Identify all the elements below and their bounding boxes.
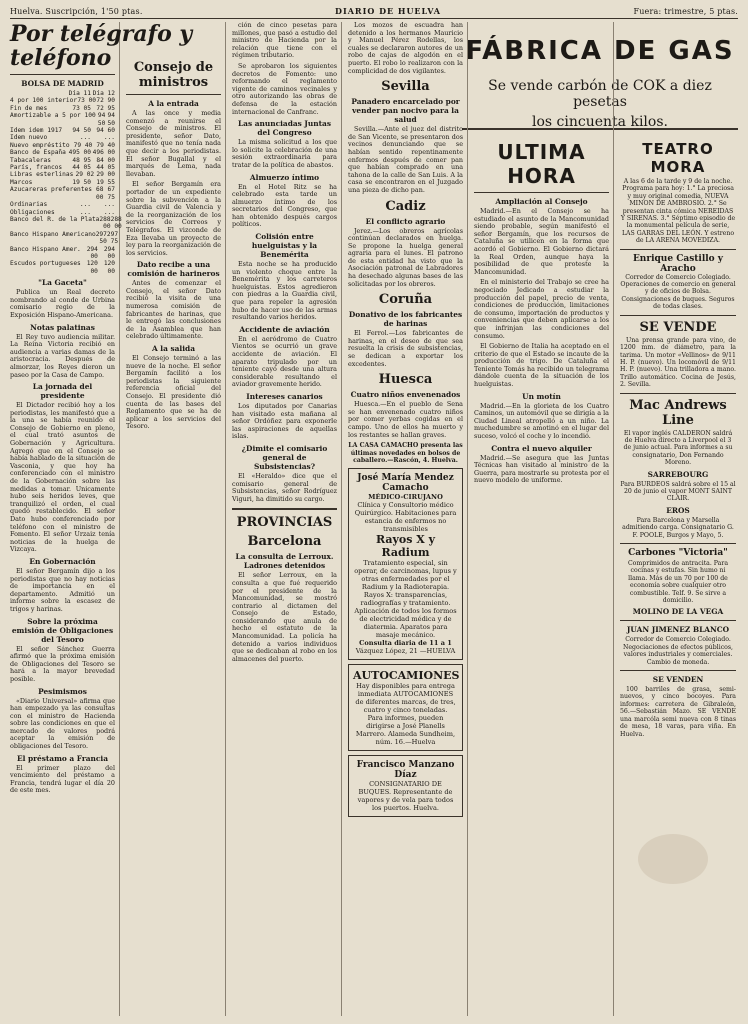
bolsa-row [10,186,115,201]
teatro-text: A las 6 de la tarde y 9 de la noche. Programa para hoy: 1.° La preciosa y muy original comedia, NUEVA MINON DE AMBROSIO. 2.° Se presentan cinta cómica NEREIDAS Y SIRENAS. 3.° Séptimo episodio de la monumental película de serie, LAS GARRAS DEL LEÓN. Y estreno de LA ARENA MOVEDIZA. [620,178,736,245]
bolsa-heading: BOLSA DE MADRID [21,79,104,88]
consejo-heading: Consejo de ministros [133,60,214,90]
gaceta-heading: "La Gaceta" [38,278,87,288]
blanco-text: Corredor de Comercio Colegiado. Negociaciones de efectos públicos, valores industriales y comerciales. Cambio de moneda. [622,636,734,666]
harinas-heading: Donativo de los fabricantes de harinas [348,310,463,329]
bolsa-value: 288 00 [99,215,111,231]
bolsa-value: 19 55 [96,178,115,186]
masthead-right: Fuera: trimestre, 5 ptas. [633,7,738,16]
autocamiones-ad [348,664,463,751]
canarias-text: Los diputados por Canarias han visitado esta mañana al señor Ordóñez para exponerle las aspiraciones de aquellas islas. [232,401,337,441]
emision-text: El señor Sánchez Guerra afirmó que la próxima emisión de Obligaciones del Tesoro se hará a la mayor brevedad posible. [10,644,115,683]
bolsa-label [10,90,67,97]
bolsa-row [10,179,115,186]
bolsa-value: 44 05 [96,164,115,172]
doctor-ad [348,468,463,660]
agrario-heading: El conflicto agrario [365,216,446,226]
manzano-text: CONSIGNATARIO DE BUQUES. Representante de vapores y de vela para todos los puertos. Huelva. [357,780,454,813]
coruna-heading: Coruña [378,292,433,308]
bolsa-label: Marcos [10,178,33,186]
bolsa-label: Idem nuevo [10,134,48,142]
castillo-heading: Enrique Castillo y Aracho [632,253,724,274]
barcelona-heading: Barcelona [247,534,322,550]
bolsa-row [10,134,115,141]
bolsa-value: 288 00 [110,215,122,231]
notas-text: El Rey tuvo audiencia militar. La Reina Victoria recibió en audiencia a varias damas de la aristocracia. Después de almorzar, los Reyes dieron un paseo por la Casa de Campo. [10,332,115,379]
bolsa-value: 496 00 [92,149,115,157]
dimite-text: El «Heraldo» dice que el comisario general de Subsistencias, señor Rodríguez Viguri, ha dimitido su cargo. [232,471,337,503]
bolsa-label: Idem idem 1917 [10,127,63,135]
bolsa-row [10,149,115,156]
bolsa-value: ... [79,134,91,142]
motin-heading: Un motín [522,391,561,401]
almuerzo-text: En el Hotel Ritz se ha celebrado esta tarde un almuerzo íntimo de los secretarios del Congreso, que han obtenido después cargos políticos. [232,182,337,229]
columns [10,22,738,1016]
se-venden-text: 100 barriles de grasa, semi-nuevos, y cinco bocoyes. Para informes: carretera de Gibraleón, 56.—Sebastián Mazo. SE VENDE una marcóla semi nueva con 8 tinas de mesa, 18 varas, para viña. En Huelva. [620,686,736,738]
aviacion-text: En el aeródromo de Cuatro Vientos se ocurrió un grave accidente de aviación. El aparato tripulado por un teniente cayó desde una altura considerable resultando el aviador gravemente herido. [232,334,337,389]
bolsa-value: 94 60 [96,127,115,135]
ampliacion-text-2: En el ministerio del Trabajo se cree ha negociado Jedicado a estudiar la producción del papel, precio de venta, condiciones de producción, limitaciones de consumo, importación de productos y conveniencias que deben aplicarse a los que infrinjan las condiciones del consumo. [474,278,609,340]
page-title: Por telégrafo y teléfono [10,21,193,71]
juntas-heading: Las anunciadas Juntas del Congreso [237,119,332,138]
sarrebourg-heading: SARREBOURG [647,469,709,479]
bolsa-value: 72 90 [96,97,115,105]
masthead-center: DIARIO DE HUELVA [335,6,441,16]
gas-banner-line1: Se vende carbón de COK a diez pesetas [488,78,712,110]
almuerzo-heading: Almuerzo íntimo [249,172,320,182]
gobernacion-text: El señor Bergamín dijo a los periodistas que no hay noticias de importancia en el departamento. Admitió un informe sobre la escasez de trigos y harinas. [10,566,115,613]
mac-andrews-text: El vapor inglés CALDERON saldrá de Huelva directo a Liverpool el 3 de junio actual. Para informes a su consignatario, Don Fernando Moreno. [623,429,733,467]
col3-aprob-text: Se aprobaron los siguientes decretos de Fomento: uno reformando el reglamento vigente de caminos vecinales y otro autorizando las obras de defensa de la estación internacional de Canfranc. [232,61,337,116]
huesca-heading: Huesca [378,372,433,388]
bolsa-value: ... [103,134,115,142]
bolsa-value: 68 00 [96,186,104,201]
se-vende-text: Una prensa grande para vino, de 1200 mm. de diámetro, para la tarima. Un motor «Vellinos» de 9/11 H. P. (nuevo). Un locomóvil de 9/11 H. P. (nuevo). Una trilladora a mano. Trillo automático. Cocina de Jesús, 2. Sevilla. [620,336,736,389]
se-vende-heading: SE VENDE [639,319,717,335]
alquiler-heading: Contra el nuevo alquiler [491,443,592,453]
entrada-text: A las once y media comenzó a reunirse el Consejo de ministros. El presidente, señor Dato, manifestó que no tenía nada que decir a los periodistas. El señor Bugallal y el marqués de Lema, nada llevaban. [126,109,221,178]
colision-heading: Colisión entre huelguistas y la Benemérita [251,232,318,260]
colision-text: Esta noche se ha producido un violento choque entre la Benemérita y los carreteros huelguistas. Estos agredieron con piedras a la Guardia civil, que para repeler la agresión hubo de hacer uso de las armas resultando varios heridos. [232,260,337,322]
column-2 [126,22,226,1016]
bolsa-value: 297 50 [95,230,107,246]
bolsa-row [10,230,119,246]
doctor-role: MÉDICO-CIRUJANO [368,493,443,502]
bolsa-label: Obligaciones [10,208,55,216]
provincias-heading: PROVINCIAS [236,515,333,531]
jornada-heading: La jornada del presidente [32,382,93,401]
mac-andrews-heading: Mac Andrews Line [629,397,727,428]
entrada-heading: A la entrada [148,99,199,108]
se-venden-heading: SE VENDEN [652,675,704,685]
jornada-text: El Dictador recibió hoy a los periodistas, les manifestó que a la una se había reunido el Consejo de Gobierno en pleno, el cual trató asuntos de Gobernación y Agricultura. Agregó que en el Consejo se había hablado de la situación de Vasconia, y que hoy ha conferenciado con el ministro de la Gobernación sobre las medidas a tomar. Unicamente hubo seis heridos leves, que tranquilizó el orden, el cual quedó restablecido. El señor Dato hubo conferenciado por teléfono con el ministro de Fomento. El señor Urzaiz tenía noticias de la huelga de Vizcaya. [10,401,115,554]
ampliacion-text: Madrid.—En el Consejo se ha estudiado el asunto de la Mancomunidad siendo probable, según manifestó el señor Bergamín, que los recursos de Cataluña se utilicen en la forma que acordó el Gobierno. El Gobierno dictará la Real Orden, aunque haya la posibilidad de que proteste la Mancomunidad. [474,207,609,276]
bolsa-row [10,142,115,149]
eros-heading: EROS [666,505,690,515]
camacho-ad: LA CASA CAMACHO presenta las últimas novedades en bolsos de caballero.—Rascón, 4. Huelva. [348,442,463,464]
bolsa-value: 48 95 [72,156,91,164]
bolsa-label: Banco Hispano Americano [10,230,96,238]
blanco-heading: JUAN JIMENEZ BLANCO [626,625,730,635]
sevilla-heading: Sevilla [381,79,430,95]
doctor-text: Clínica y Consultorio médico Quirúrgico. Habitaciones para estancia de enfermos no transmisibles [354,501,457,534]
bolsa-value: 94 50 [97,112,106,127]
bolsa-row [10,260,115,275]
bolsa-row [10,164,115,171]
doctor-name: José María Mendez Camacho [357,473,454,494]
bolsa-row [10,246,115,261]
carbones-text: Comprimidos de antracita. Para cocinas y estufas. Sin humo ni llama. Más de un 70 por 100 de economía sobre cualquier otro combustible. Telf. 9. Se sirve a domicilio. [627,560,729,605]
consulta-hours: Consulta diaria de 11 a 1 [359,639,452,648]
ampliacion-heading: Ampliación al Consejo [495,197,588,206]
harineros-heading: Dato recibe a una comisión de harineros [127,260,220,279]
autocamiones-text: Hay disponibles para entrega inmediata AUTOCAMIONES de diferentes marcas, de tres, cuatro y cinco toneladas. [355,682,456,715]
ultima-hora-heading: ULTIMA HORA [497,140,586,188]
bolsa-value: 44 05 [72,164,91,172]
bolsa-value: 297 75 [106,230,119,246]
bolsa-row [10,105,115,112]
bolsa-value: 294 00 [103,245,115,260]
bolsa-value: 120 00 [86,260,98,275]
gaceta-text: Publica un Real decreto nombrando al conde de Urbina comisario regio de la Exposición Hispano-Americana. [10,288,115,319]
bolsa-value: 84 00 [96,156,115,164]
bolsa-value: 294 00 [86,245,98,260]
bolsa-row [10,157,115,164]
autocamiones-heading: AUTOCAMIONES [353,669,460,683]
ampliacion-text-3: El Gobierno de Italia ha aceptado en el criterio de que el Estado se incaute de la producción de trigo. De Cataluña el Teniente Tomás ha recibido un telegrama dándole cuenta de la situación de los huelguistas. [474,342,609,389]
aviacion-heading: Accidente de aviación [239,324,330,334]
bolsa-value: 73 05 [72,104,91,112]
manzano-ad [348,755,463,817]
gas-banner-title: FÁBRICA DE GAS [465,36,735,66]
col3-top-text: ción de cinco pesetas para millones, que pasó a estudio del ministro de Hacienda por la relación que tiene con el régimen tributario. [232,21,337,60]
castillo-text: Corredor de Comercio Colegiado. Operaciones de comercio en general y de oficios de Bolsa. Consignaciones de buques. Seguros de todas clases. [620,273,736,311]
bolsa-row [10,209,115,216]
bolsa-value: 94 50 [107,112,115,127]
pesimismos-heading: Pesimismos [38,686,87,696]
bolsa-value: ... [79,208,91,216]
dimite-heading: ¿Dimite el comisario general de Subsistencias? [241,443,328,471]
panadero-heading: Panadero encarcelado por vender pan nocivo para la salud [351,97,460,125]
bolsa-value: 29 00 [96,171,115,179]
bolsa-value: ... [103,208,115,216]
bolsa-value: Día 12 [92,90,115,97]
sarrebourg-text: Para BURDEOS saldrá sobre el 15 al 20 de junio el vapor MONT SAINT CLAIR. [620,480,736,503]
bolsa-label: Banco Hispano Amer. [10,245,81,253]
col4-top-text: Los mozos de escuadra han detenido a los hermanos Mauricio y Manuel Pérez Rodellas, los cuales se declararon autores de un robo de cajas de algodón en el puerto. El robo lo realizaron con la complicidad de dos vigilantes. [348,21,463,75]
bolsa-label: Ordinarias [10,201,48,209]
canarias-heading: Intereses canarios [246,391,323,401]
notas-heading: Notas palatinas [30,322,95,332]
bolsa-row [10,127,115,134]
bolsa-label: Azucareras preferentes [10,186,92,194]
bolsa-value: ... [79,201,91,209]
bolsa-row [10,112,115,127]
bolsa-row [10,97,115,104]
molino-heading: MOLINO DE LA VEGA [632,607,724,617]
bolsa-label: Banco de España [10,149,66,157]
bolsa-header-row [10,90,115,97]
bolsa-table [10,90,122,275]
harineros-text: Antes de comenzar el Consejo, el señor Dato recibió la visita de una numerosa comisión de fabricantes de harinas, que le entregó las conclusiones de la Asamblea que han celebrado últimamente. [126,279,221,341]
column-5 [474,22,614,1016]
bolsa-label: Libras esterlinas [10,171,74,179]
bolsa-value: 79 40 [73,141,93,149]
paper-stain [638,834,708,884]
bolsa-value: 67 75 [107,186,115,201]
cadiz-heading: Cadiz [385,198,426,214]
francia-heading: El préstamo a Francia [16,753,109,763]
bolsa-label: París, francos [10,164,63,172]
bolsa-label: Tabacaleras [10,156,51,164]
salida-text: El Consejo terminó a las nueve de la noche. El señor Bergamín facilitó a los periodistas la siguiente referencia oficial del Consejo. El presidente dió cuenta de las bases del Reglamento que se ha de aplicar a los servicios del Tesoro. [126,354,221,431]
bolsa-value: 72 95 [96,104,115,112]
bolsa-row [10,201,115,208]
panadero-text: Sevilla.—Ante el juez del distrito de San Vicente, se presentaron dos vecinos denunciando que se habían sentido repentinamente enfermos después de comer pan que habían comprado en una tahona de la calle de San Luis. A la casa se encontraron en el Juzgado una pieza de dicho pan. [348,125,463,194]
bolsa-label: Banco del R. de la Plata [10,215,100,223]
column-4 [348,22,468,1016]
bolsa-value: Día 11 [68,90,91,97]
doctor-address: Vázquez López, 21 —HUELVA [355,647,456,656]
salida-heading: A la salida [152,344,195,354]
rayos-text: Tratamiento especial, sin operar, de carcinomas, lupus y otras enfermedades por el Radium y la Radioterapia. Rayos X: transparencias, radiografías y tratamiento. Aplicación de todos los formos de electricidad médica y de diatermia. Aparatos para masaje mecánico. [354,559,457,640]
manzano-heading: Francisco Manzano Díaz [356,760,455,781]
bolsa-value: 79 40 [96,141,115,149]
pesimismos-text: «Diario Universal» afirma que han empezado ya las consultas con el ministro de Hacienda sobre las condiciones en que el mercado de valores podrá aceptar la emisión de obligaciones del Tesoro. [10,696,115,751]
motin-text: Madrid.—En la glorieta de los Cuatro Caminos, un automóvil que se dirigía a la Ciudad Lineal atropelló a un niño. La muchedumbre se amotinó en el lugar del suceso, volcó el coche y lo incendió. [474,401,609,441]
bolsa-value: 120 00 [103,260,115,275]
bolsa-label: Amortizable a 5 por 100 [10,112,96,120]
lerroux-text: El señor Lerroux, en la consulta a que fué requerido por el presidente de la Mancomunidad, se mostró contrario al dictamen del Consejo de Estado, considerando que anula de hecho el estatuto de la Mancomunidad. La policía ha detenido a varios individuos que se dedicaban al robo en los almacenes del puerto. [232,571,337,663]
eros-text: Para Barcelona y Marsella admitiendo carga. Consignatario G. F. POOLE, Burgos y Mayo, 5. [622,516,734,539]
harinas-text: El Ferrol.—Los fabricantes de harinas, en el deseo de que sea resuelta la crisis de subsistencias, se dedican a exportar los excedentes. [348,329,463,368]
lerroux-heading: La consulta de Lerroux. Ladrones detenidos [235,552,334,571]
bolsa-value: 495 00 [68,149,91,157]
envenenados-text: Huesca.—En el pueblo de Sena se han envenenado cuatro niños por comer yerbas cogidas en el campo. Uno de ellos ha muerto y los restantes se hallan graves. [348,400,463,439]
gas-banner-line2: los cincuenta kilos. [532,114,668,130]
bolsa-label: 4 por 100 interior [10,97,78,105]
envenenados-heading: Cuatro niños envenenados [350,390,461,400]
masthead-left: Huelva. Suscripción, 1'50 ptas. [10,7,143,16]
bolsa-label: Fin de mes [10,104,48,112]
rayos-heading: Rayos X y Radium [375,533,436,560]
bolsa-label: Nuevo empréstito [10,141,70,149]
bolsa-value: ... [103,201,115,209]
bolsa-value: 19 50 [72,178,91,186]
alquiler-text: Madrid.—Se asegura que las Juntas Técnicas han visitado al ministro de la Guerra, para mostrarle su protesta por el nuevo modelo de uniforme. [474,453,609,485]
autocamiones-info: Para informes, pueden dirigirse a José Planells Marrero. Alameda Sundheim, núm. 16.—Huelva [355,714,456,747]
francia-text: El primer plazo del vencimiento del préstamo a Francia, tendrá lugar el día 20 de este mes. [10,763,115,795]
bolsa-row [10,215,122,231]
agrario-text: Jerez.—Los obreros agrícolas continúan declarados en huelga. Se propone la huelga general agraria para el lunes. El patrono de esta entidad ha visto que la Asociación patronal de Labradores ha desechado algunas bases de las solicitadas por los obreros. [348,226,463,288]
bolsa-row [10,171,115,178]
bolsa-value: 94 50 [72,127,91,135]
emision-heading: Sobre la próxima emisión de Obligaciones del Tesoro [11,616,114,644]
bolsa-label: Escudos portugueses [10,260,81,268]
teatro-heading: TEATRO MORA [642,140,714,176]
bolsa-value: 29 02 [75,171,95,179]
entrada-text-2: El señor Bergamín era portador de un expediente sobre la subvención a la Guardia civil de Valencia y de la reorganización de los servicios de Correos y Telégrafos. El vizconde de Eza llevaba un proyecto de ley para la reorganización de los servicios. [126,180,221,257]
gobernacion-heading: En Gobernación [29,556,96,566]
masthead [10,6,738,19]
column-3 [232,22,342,1016]
bolsa-value: 73 00 [77,97,97,105]
carbones-heading: Carbones "Victoria" [628,548,728,558]
juntas-text: La misma solicitud a los que lo solicite la celebración de una sesión extraordinaria para tratar de la política de abastos. [232,138,337,169]
